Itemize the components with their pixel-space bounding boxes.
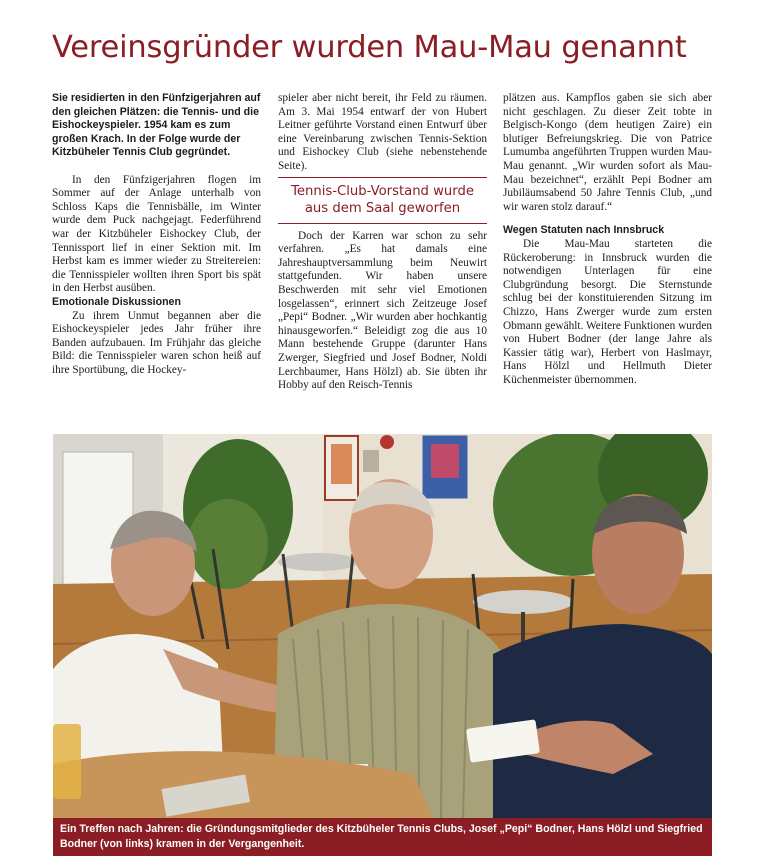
headline: Vereinsgründer wurden Mau-Mau genannt <box>52 30 687 65</box>
article-paragraph-4: Die Mau-Mau starteten die Rückeroberung: in Innsbruck wurden die notwendigen Unterlagen für eine Clubgründung besorgt. Die Sternstunde schlug bei der konstituierenden Sitzung im Chizzo, Hans Zwerger wurde zum ersten Obmann gewählt. Weitere Funktionen wurden von Hubert Bodner (der lange Jahre als Kassier tätig war), Herbert von Haslmayr, Hans Hölzl und Hellmuth Dieter Küchenmeister übernommen. <box>503 237 712 386</box>
photo-caption: Ein Treffen nach Jahren: die Gründungsmitglieder des Kitzbüheler Tennis Clubs, Josef „Pepi“ Bodner, Hans Hölzl und Siegfried Bodner (von links) kramen in der Vergangenheit. <box>53 818 712 856</box>
subheading-wegen-statuten: Wegen Statuten nach Innsbruck <box>503 224 665 237</box>
column-1 <box>52 92 261 377</box>
article-paragraph-2: Zu ihrem Unmut begannen aber die Eishockeyspieler jedes Jahr früher ihre Banden aufzubauen. Im Frühjahr das gleiche Bild: die Tennisspieler waren schon heiß auf ihre Sportübung, die Hockey- <box>52 309 261 376</box>
column-3 <box>503 92 712 387</box>
article-lead: Sie residierten in den Fünfzigerjahren auf den gleichen Plätzen: die Tennis- und die Eishockeyspieler. 1954 kam es zum großen Krach. In der Folge wurde der Kitzbüheler Tennis Club gegründet. <box>52 92 261 159</box>
subheading-emotionale-diskussionen: Emotionale Diskussionen <box>52 295 181 308</box>
pull-quote: Tennis-Club-Vorstand wurde aus dem Saal geworfen <box>278 177 487 224</box>
article-paragraph-3: Doch der Karren war schon zu sehr verfahren. „Es hat damals eine Jahreshauptversammlung beim Neuwirt stattgefunden. Wir haben unsere Beschwerden mit sehr viel Emotionen losgelassen“, erinnert sich Zeitzeuge Josef „Pepi“ Bodner. „Wir wurden aber hochkantig hinausgeworfen.“ Beleidigt zog die aus 10 Mann bestehende Gruppe (darunter Hans Zwerger, Siegfried und Josef Bodner, Noldi Lerchbaumer, Hans Hölzl) ab. Sie übten ihr Hobby auf den Reisch-Tennis <box>278 229 487 392</box>
column-2 <box>278 92 487 393</box>
article-paragraph-1: In den Fünfzigerjahren flogen im Sommer auf der Anlage unterhalb von Schloss Kaps die Tennisbälle, im Winter wurde dem Puck nachgejagt. Federführend war der Kitzbüheler Eishockey Club, der Tennissport lief in einer Sektion mit. Im Herbst kam es immer wieder zu Streitereien: die Tennisspieler wollten ihren Sport bis spät in den Herbst ausüben. <box>52 173 261 295</box>
group-photo <box>53 434 712 818</box>
article-paragraph-2-continued: spieler aber nicht bereit, ihr Feld zu räumen. Am 3. Mai 1954 entwarf der von Hubert Leitner geführte Vorstand einen Entwurf über eine Vereinbarung zwischen Tennis-Sektion und Eishockey Club (siehe nebenstehende Seite). <box>278 92 487 172</box>
article-paragraph-3-continued: plätzen aus. Kampflos gaben sie sich aber nicht geschlagen. Zu dieser Zeit tobte in Belgisch-Kongo (dem heutigen Zaire) ein blutiger Befreiungskrieg. Die von Patrice Lumumba angeführten Truppen wurden Mau-Mau genannt. „Wir wurden sofort als Mau-Mau bezeichnet“, erzählt Pepi Bodner am Jubiläumsabend 50 Jahre Tennis Club, „und wir waren stolz darauf.“ <box>503 92 712 213</box>
